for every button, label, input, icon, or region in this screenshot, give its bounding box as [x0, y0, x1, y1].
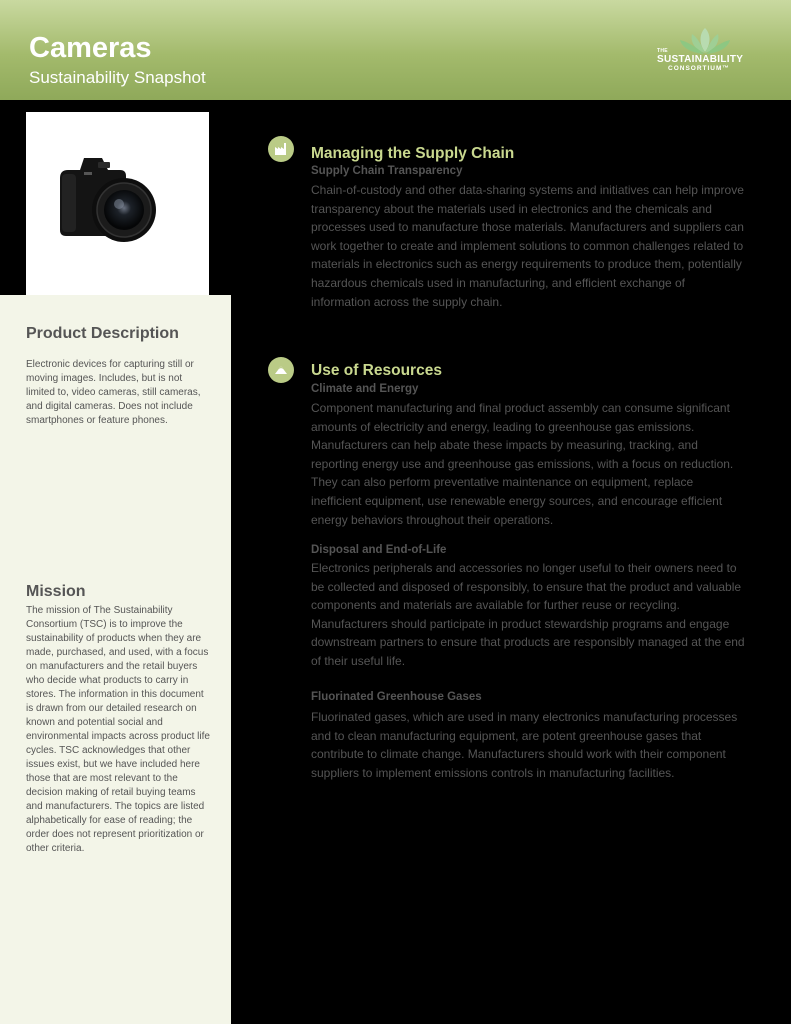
subtitle-supply-chain-transparency: Supply Chain Transparency [311, 165, 463, 177]
consortium-logo [654, 26, 754, 78]
section-title-supply-chain: Managing the Supply Chain [311, 145, 515, 162]
subtitle-fluorinated-gases: Fluorinated Greenhouse Gases [311, 691, 482, 703]
logo-sub: CONSORTIUM™ [668, 65, 730, 72]
page-header [0, 0, 791, 100]
subtitle-disposal-end-of-life: Disposal and End-of-Life [311, 544, 447, 556]
product-description-text: Electronic devices for capturing still or moving images. Includes, but is not limited to, video cameras, still cameras, and digital cameras. Does not include smartphones or feature phones. [26, 359, 201, 426]
lotus-logo-icon [674, 26, 736, 56]
mountain-icon [268, 357, 294, 383]
text-disposal-end-of-life: Electronics peripherals and accessories no longer useful to their owners need to be collected and disposed of responsibly, to ensure that the product and valuable components and materials are available for further reuse or recycling. Manufacturers should participate in product stewardship programs and engage downstream partners to ensure that products are responsibly managed at the end of their useful life. [311, 561, 745, 668]
page-subtitle: Sustainability Snapshot [29, 68, 206, 87]
text-climate-energy: Component manufacturing and final product assembly can consume significant amounts of electricity and energy, leading to greenhouse gas emissions. Manufacturers can help abate these impacts by measuring, tracking, and reporting energy use and greenhouse gas emissions, with a focus on reduction. They can also perform preventative maintenance on equipment, replace inefficient equipment, use renewable energy sources, and encourage efficient energy behaviors throughout their operations. [311, 401, 734, 527]
page-title: Cameras [29, 32, 152, 64]
section-title-use-of-resources: Use of Resources [311, 362, 442, 379]
logo-name: SUSTAINABILITY [657, 54, 744, 65]
subtitle-climate-energy: Climate and Energy [311, 383, 419, 395]
factory-icon [268, 136, 294, 162]
mission-text: The mission of The Sustainability Consortium (TSC) is to improve the sustainability of products when they are made, purchased, and used, with a focus on manufacturers and the retail buyers who decide what products to carry in stores. The information in this document is drawn from our detailed research on known and potential social and environmental impacts across product life cycles. TSC acknowledges that other issues exist, but we have included here those that are most relevant to the decision making of retail buying teams and manufacturers. The topics are listed alphabetically for ease of reading; the order does not represent prioritization or other criteria. [26, 605, 210, 854]
text-fluorinated-gases: Fluorinated gases, which are used in many electronics manufacturing processes and to clean manufacturing equipment, are potent greenhouse gases that contribute to climate change. Manufacturers should work with their component suppliers to implement emissions controls in manufacturing facilities. [311, 710, 738, 780]
text-supply-chain-transparency: Chain-of-custody and other data-sharing systems and initiatives can help improve transparency about the materials used in electronics and the chemicals and processes used to manufacture those materials. Manufacturers and suppliers can work together to create and implement solutions to common challenges related to materials in electronics such as energy requirements to produce them, potentially hazardous chemicals used in manufacturing, and efficient exchange of information across the supply chain. [311, 183, 744, 309]
camera-image [26, 112, 209, 295]
product-photo [26, 112, 209, 295]
mission-heading: Mission [26, 583, 86, 600]
logo-the: THE [657, 48, 668, 54]
product-description-heading: Product Description [26, 325, 179, 342]
